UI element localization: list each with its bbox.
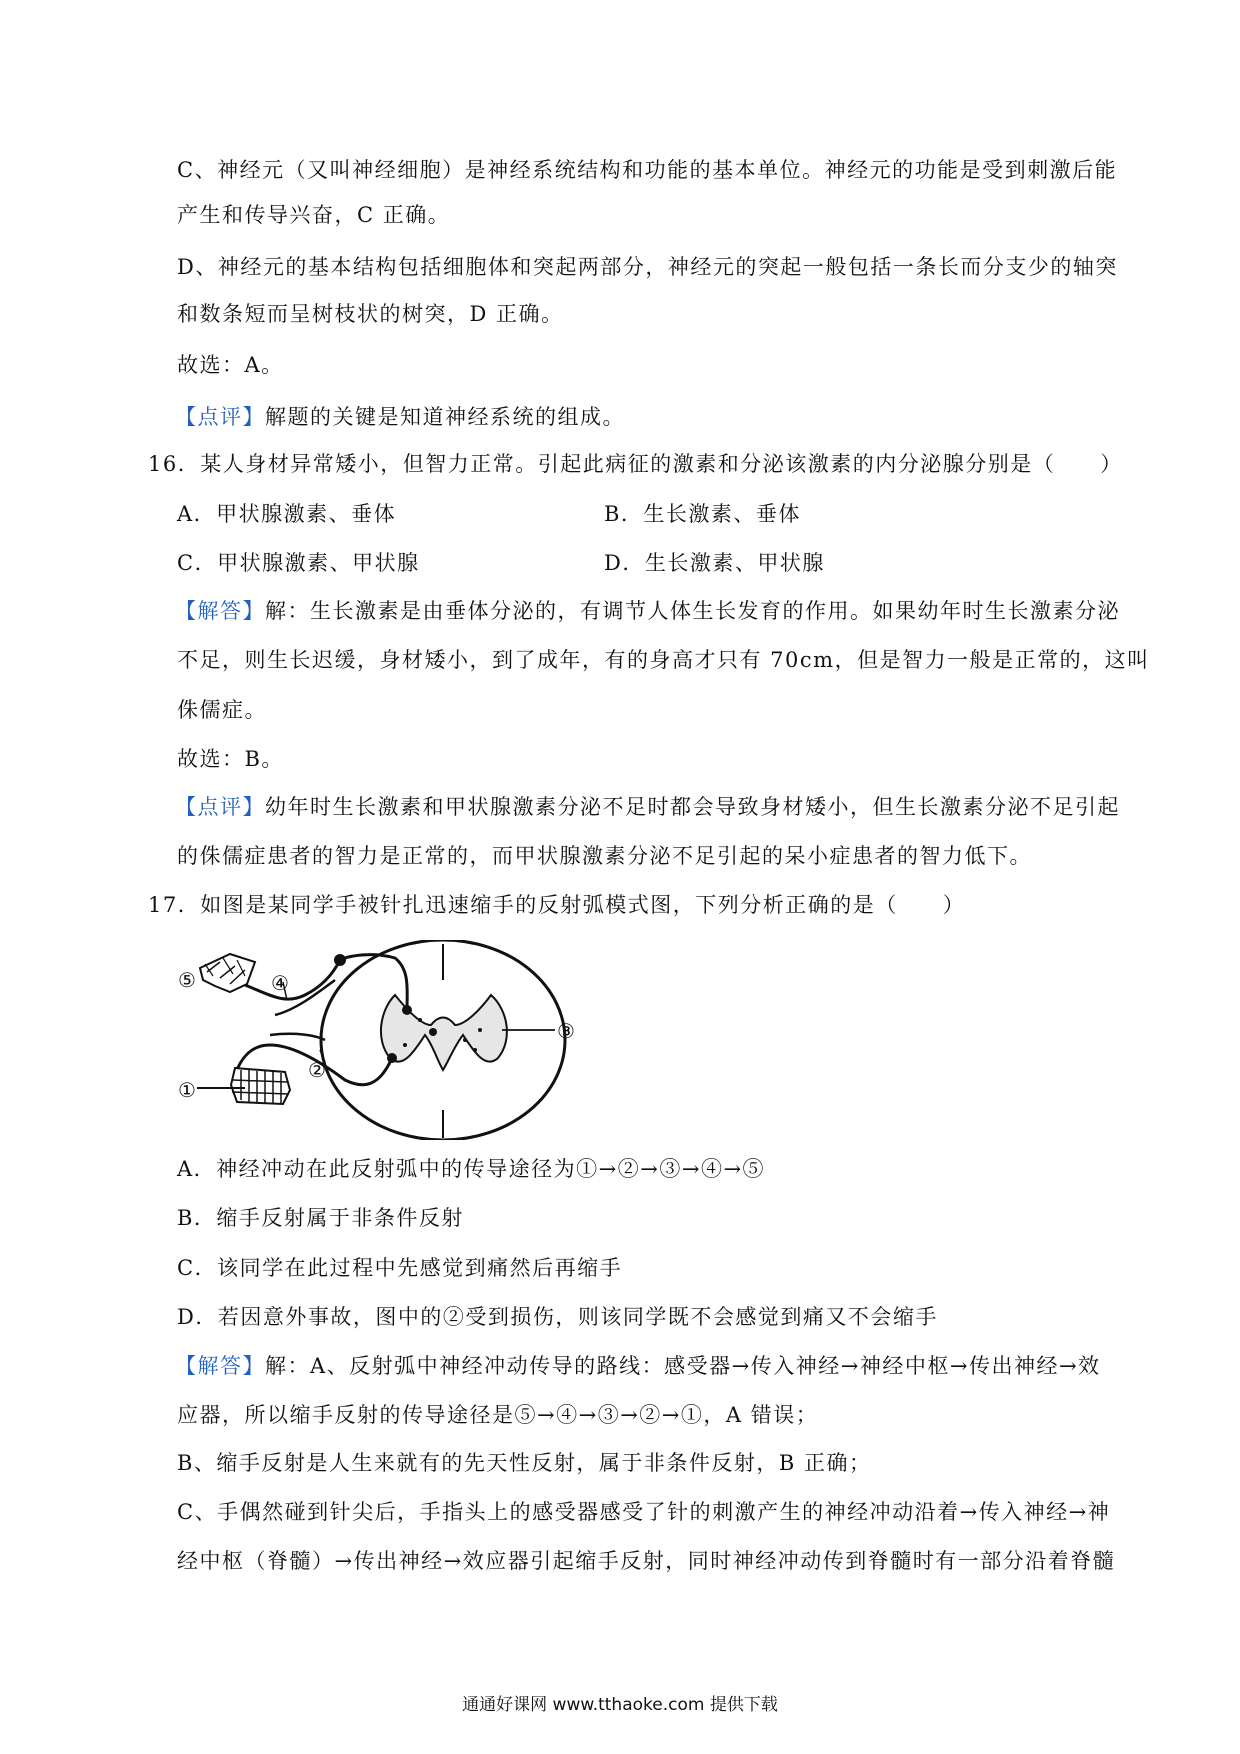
label-3: ③ (557, 1019, 575, 1043)
q16-answer-line2: 不足，则生长迟缓，身材矮小，到了成年，有的身高才只有 70cm，但是智力一般是正常的，这叫 (177, 648, 1150, 672)
q17-option-c: C．该同学在此过程中先感觉到痛然后再缩手 (177, 1256, 623, 1280)
q16-choice: 故选：B。 (177, 747, 284, 771)
q16-stem: 16．某人身材异常矮小，但智力正常。引起此病征的激素和分泌该激素的内分泌腺分别是（ ） (148, 452, 1123, 476)
comment-tag: 【点评】 (175, 405, 265, 429)
q17-answer-line1 (175, 1352, 1101, 1380)
q17-stem: 17．如图是某同学手被针扎迅速缩手的反射弧模式图，下列分析正确的是（ ） (148, 893, 966, 917)
q15-c-line1: C、神经元（又叫神经细胞）是神经系统结构和功能的基本单位。神经元的功能是受到刺激后能 (177, 158, 1118, 182)
effector-muscle (231, 1068, 290, 1104)
comment-text: 解题的关键是知道神经系统的组成。 (265, 405, 625, 429)
label-5: ⑤ (178, 968, 196, 992)
q16-option-a: A．甲状腺激素、垂体 (177, 502, 397, 526)
q15-d-line1: D、神经元的基本结构包括细胞体和突起两部分，神经元的突起一般包括一条长而分支少的轴突 (177, 255, 1118, 279)
comment-text: 幼年时生长激素和甲状腺激素分泌不足时都会导致身材矮小，但生长激素分泌不足引起 (265, 795, 1120, 819)
efferent-nerve-inner (270, 1034, 325, 1040)
grey-matter (381, 995, 507, 1070)
q16-comment-line1 (175, 793, 1120, 821)
comment-tag: 【点评】 (175, 795, 265, 819)
q17-option-b: B．缩手反射属于非条件反射 (177, 1206, 464, 1230)
q17-answer-c1: C、手偶然碰到针尖后，手指头上的感受器感受了针的刺激产生的神经冲动沿着→传入神经→神 (177, 1500, 1111, 1524)
q17-option-a: A．神经冲动在此反射弧中的传导途径为①→②→③→④→⑤ (177, 1157, 766, 1181)
q15-choice: 故选：A。 (177, 353, 284, 377)
afferent-nerve (245, 955, 407, 1010)
q17-option-d: D．若因意外事故，图中的②受到损伤，则该同学既不会感觉到痛又不会缩手 (177, 1305, 938, 1329)
answer-tag: 【解答】 (175, 599, 265, 623)
q16-answer-line1 (175, 597, 1120, 625)
q16-answer-line3: 侏儒症。 (177, 698, 267, 722)
q15-comment (175, 403, 625, 431)
q16-comment-line2: 的侏儒症患者的智力是正常的，而甲状腺激素分泌不足引起的呆小症患者的智力低下。 (177, 844, 1032, 868)
label-2: ② (308, 1058, 326, 1082)
label-1: ① (178, 1078, 196, 1102)
answer-tag: 【解答】 (175, 1354, 265, 1378)
q16-option-d: D．生长激素、甲状腺 (604, 551, 825, 575)
q15-d-line2: 和数条短而呈树枝状的树突，D 正确。 (177, 302, 564, 326)
q17-answer-c2: 经中枢（脊髓）→传出神经→效应器引起缩手反射，同时神经冲动传到脊髓时有一部分沿着脊髓 (177, 1549, 1116, 1573)
page-footer: 通通好课网 www.tthaoke.com 提供下载 (462, 1695, 778, 1715)
q16-option-c: C．甲状腺激素、甲状腺 (177, 551, 420, 575)
answer-text: 解：A、反射弧中神经冲动传导的路线：感受器→传入神经→神经中枢→传出神经→效 (265, 1354, 1101, 1378)
q16-option-b: B．生长激素、垂体 (604, 502, 801, 526)
answer-text: 解：生长激素是由垂体分泌的，有调节人体生长发育的作用。如果幼年时生长激素分泌 (265, 599, 1120, 623)
label-4: ④ (271, 971, 289, 995)
q15-c-line2: 产生和传导兴奋，C 正确。 (177, 203, 451, 227)
cell-body (429, 1028, 437, 1036)
reflex-arc-diagram (175, 940, 595, 1140)
q17-answer-b: B、缩手反射是人生来就有的先天性反射，属于非条件反射，B 正确； (177, 1451, 872, 1475)
q17-answer-line2: 应器，所以缩手反射的传导途径是⑤→④→③→②→①，A 错误； (177, 1403, 819, 1427)
